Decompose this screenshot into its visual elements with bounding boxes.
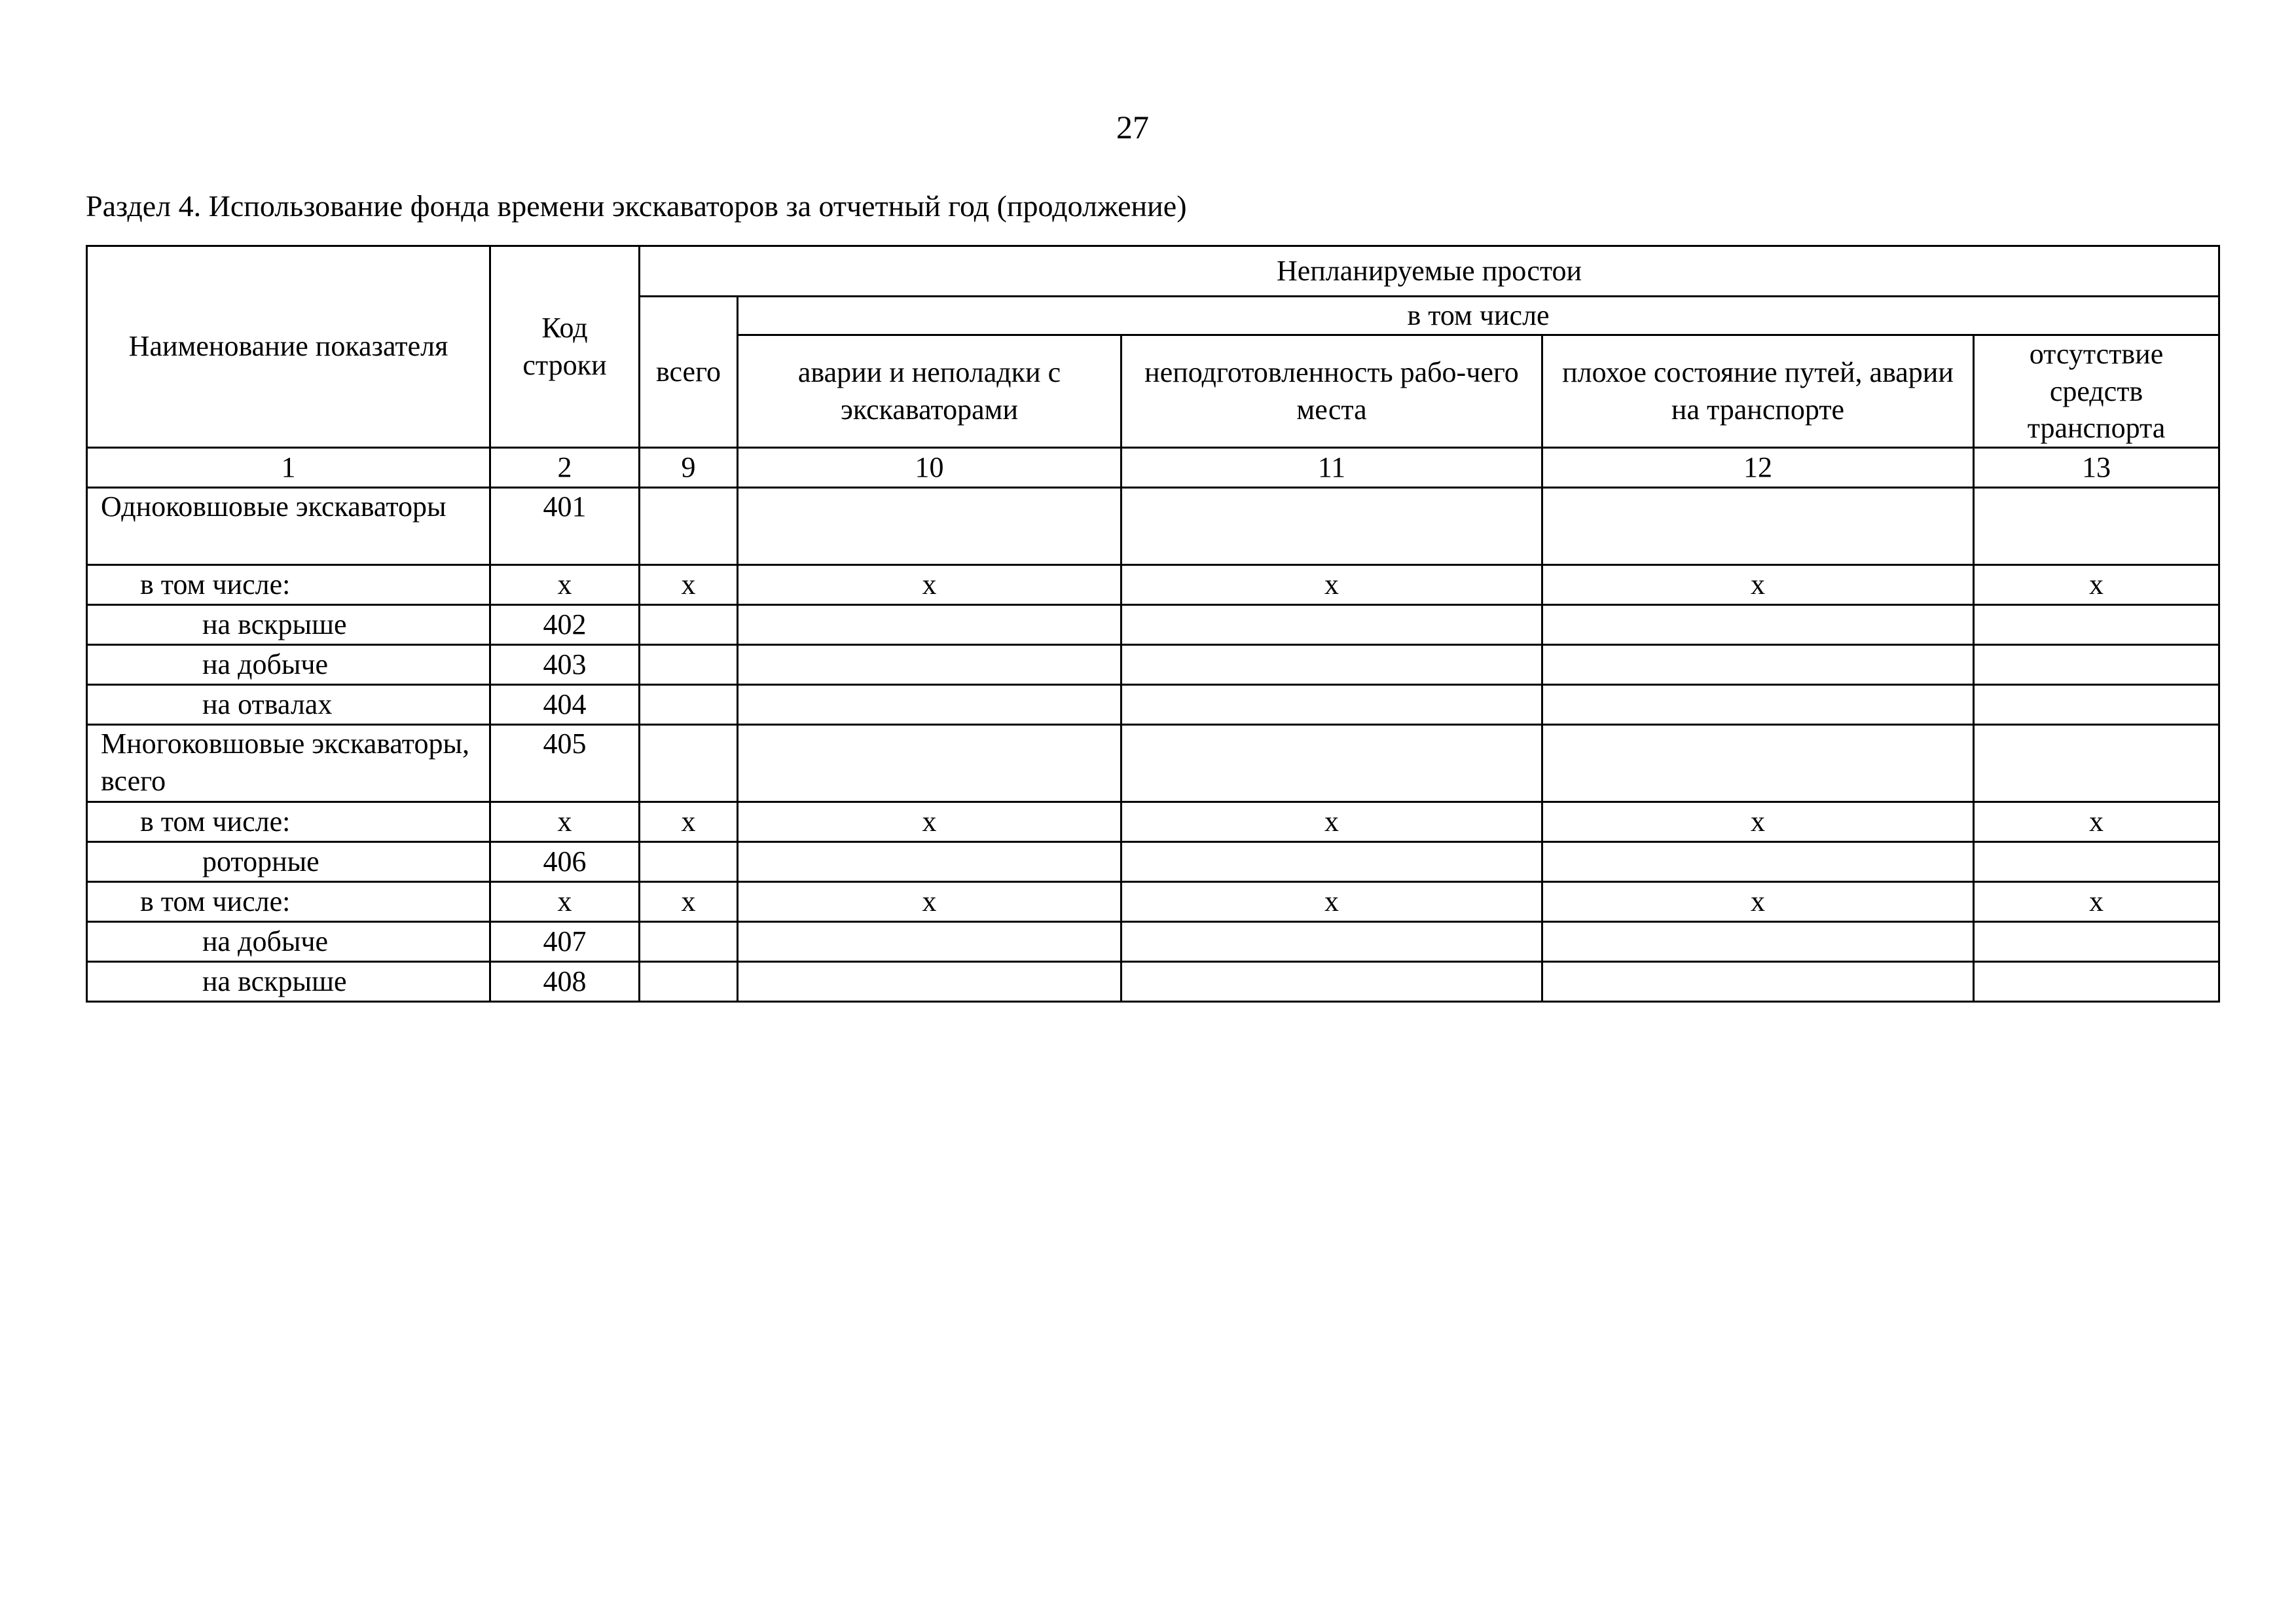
- cell-col-10[interactable]: [738, 962, 1121, 1002]
- cell-col-11[interactable]: [1121, 685, 1542, 725]
- cell-total: х: [640, 882, 738, 922]
- table-row: [87, 842, 2219, 882]
- row-label: на вскрыше: [87, 605, 490, 645]
- row-code: 401: [490, 488, 640, 565]
- table-row: [87, 685, 2219, 725]
- cell-col-10[interactable]: [738, 922, 1121, 962]
- cell-col-13: х: [1974, 802, 2219, 842]
- cell-total[interactable]: [640, 685, 738, 725]
- row-code: 406: [490, 842, 640, 882]
- cell-col-11[interactable]: [1121, 605, 1542, 645]
- cell-col-12[interactable]: [1542, 842, 1974, 882]
- cell-col-11[interactable]: [1121, 842, 1542, 882]
- cell-col-13[interactable]: [1974, 488, 2219, 565]
- cell-col-11[interactable]: [1121, 962, 1542, 1002]
- cell-col-11[interactable]: [1121, 922, 1542, 962]
- row-code: 407: [490, 922, 640, 962]
- cell-total[interactable]: [640, 488, 738, 565]
- cell-col-13: х: [1974, 882, 2219, 922]
- cell-col-11: х: [1121, 565, 1542, 605]
- cell-col-12[interactable]: [1542, 488, 1974, 565]
- cell-col-10[interactable]: [738, 488, 1121, 565]
- row-code: 403: [490, 645, 640, 685]
- row-code: 404: [490, 685, 640, 725]
- table-row: [87, 882, 2219, 922]
- cell-total[interactable]: [640, 922, 738, 962]
- cell-total[interactable]: [640, 842, 738, 882]
- cell-col-13: х: [1974, 565, 2219, 605]
- cell-col-11: х: [1121, 802, 1542, 842]
- header-indicator-name: Наименование показателя: [87, 246, 490, 448]
- section-title: Раздел 4. Использование фонда времени экскаваторов за отчетный год (продолжение): [86, 189, 1187, 223]
- cell-total[interactable]: [640, 725, 738, 802]
- row-label: на вскрыше: [87, 962, 490, 1002]
- cell-col-10[interactable]: [738, 605, 1121, 645]
- cell-total[interactable]: [640, 962, 738, 1002]
- cell-col-13[interactable]: [1974, 922, 2219, 962]
- table-row: [87, 725, 2219, 802]
- cell-total: х: [640, 802, 738, 842]
- column-number: 12: [1542, 448, 1974, 488]
- column-number: 11: [1121, 448, 1542, 488]
- row-label: Многоковшовые экскаваторы, всего: [87, 725, 490, 802]
- table-row: [87, 605, 2219, 645]
- cell-col-13[interactable]: [1974, 605, 2219, 645]
- cell-col-11[interactable]: [1121, 645, 1542, 685]
- row-label: Одноковшовые экскаваторы: [87, 488, 490, 565]
- cell-col-13[interactable]: [1974, 725, 2219, 802]
- column-number: 10: [738, 448, 1121, 488]
- table-row: [87, 962, 2219, 1002]
- cell-col-12[interactable]: [1542, 645, 1974, 685]
- table-row: [87, 802, 2219, 842]
- row-label: на добыче: [87, 922, 490, 962]
- table-row: [87, 565, 2219, 605]
- cell-total[interactable]: [640, 605, 738, 645]
- page-number: 27: [1116, 109, 1149, 145]
- row-code: 402: [490, 605, 640, 645]
- header-unplanned-downtime: Непланируемые простои: [640, 246, 2219, 297]
- cell-col-13[interactable]: [1974, 962, 2219, 1002]
- cell-col-11[interactable]: [1121, 725, 1542, 802]
- header-including: в том числе: [738, 297, 2219, 335]
- downtime-table: [86, 245, 2220, 1003]
- column-numbers-row: [87, 448, 2219, 488]
- cell-total: х: [640, 565, 738, 605]
- cell-col-12: х: [1542, 882, 1974, 922]
- row-code: х: [490, 565, 640, 605]
- header-col-11: неподготовленность рабо-чего места: [1121, 335, 1542, 448]
- cell-col-12: х: [1542, 565, 1974, 605]
- cell-col-13[interactable]: [1974, 645, 2219, 685]
- header-col-13: отсутствие средств транспорта: [1974, 335, 2219, 448]
- row-label: в том числе:: [87, 882, 490, 922]
- row-label: в том числе:: [87, 565, 490, 605]
- cell-col-10[interactable]: [738, 725, 1121, 802]
- header-col-12: плохое состояние путей, аварии на транспорте: [1542, 335, 1974, 448]
- row-code: х: [490, 802, 640, 842]
- column-number: 2: [490, 448, 640, 488]
- cell-col-10: х: [738, 802, 1121, 842]
- cell-col-12[interactable]: [1542, 962, 1974, 1002]
- header-col-10: аварии и неполадки с экскаваторами: [738, 335, 1121, 448]
- cell-col-10[interactable]: [738, 685, 1121, 725]
- cell-col-11: х: [1121, 882, 1542, 922]
- cell-col-13[interactable]: [1974, 842, 2219, 882]
- table-row: [87, 922, 2219, 962]
- row-label: роторные: [87, 842, 490, 882]
- cell-col-12: х: [1542, 802, 1974, 842]
- column-number: 9: [640, 448, 738, 488]
- header-total: всего: [640, 297, 738, 448]
- row-label: на добыче: [87, 645, 490, 685]
- table-row: [87, 488, 2219, 565]
- row-label: на отвалах: [87, 685, 490, 725]
- row-code: х: [490, 882, 640, 922]
- cell-col-12[interactable]: [1542, 922, 1974, 962]
- cell-total[interactable]: [640, 645, 738, 685]
- cell-col-12[interactable]: [1542, 725, 1974, 802]
- cell-col-10[interactable]: [738, 645, 1121, 685]
- header-line-code: Код строки: [490, 246, 640, 448]
- row-code: 405: [490, 725, 640, 802]
- column-number: 1: [87, 448, 490, 488]
- cell-col-11[interactable]: [1121, 488, 1542, 565]
- row-label: в том числе:: [87, 802, 490, 842]
- cell-col-12[interactable]: [1542, 605, 1974, 645]
- cell-col-10[interactable]: [738, 842, 1121, 882]
- cell-col-12[interactable]: [1542, 685, 1974, 725]
- column-number: 13: [1974, 448, 2219, 488]
- cell-col-10: х: [738, 882, 1121, 922]
- cell-col-13[interactable]: [1974, 685, 2219, 725]
- table-row: [87, 645, 2219, 685]
- row-code: 408: [490, 962, 640, 1002]
- cell-col-10: х: [738, 565, 1121, 605]
